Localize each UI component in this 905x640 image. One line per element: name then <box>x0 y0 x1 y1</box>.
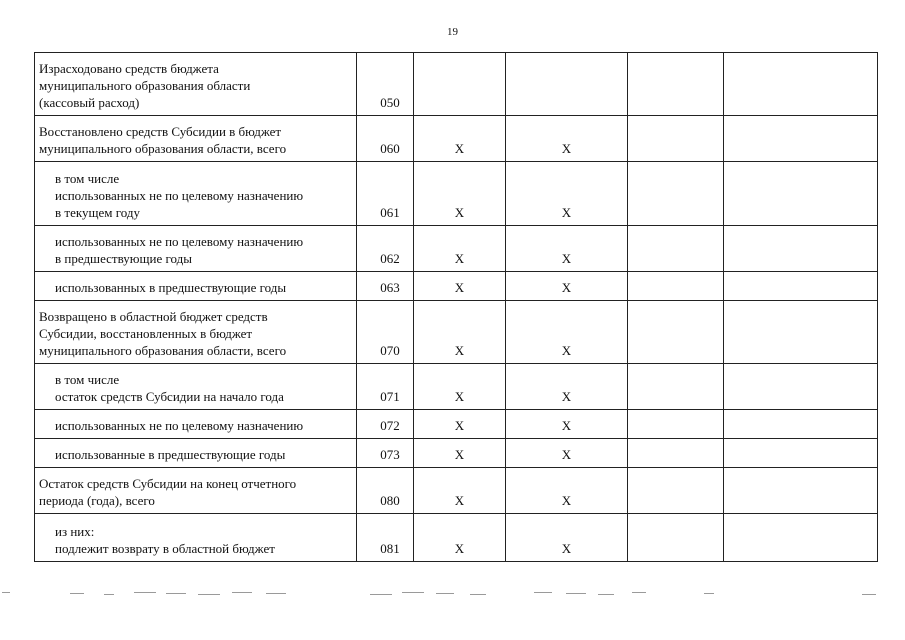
value-cell: X <box>414 162 506 226</box>
row-code: 063 <box>357 272 414 301</box>
row-code: 080 <box>357 468 414 514</box>
row-code: 061 <box>357 162 414 226</box>
value-cell <box>628 162 724 226</box>
scan-dash <box>470 594 486 595</box>
row-code: 071 <box>357 364 414 410</box>
value-cell <box>724 439 878 468</box>
row-label: из них: подлежит возврату в областной бюджет <box>35 514 357 562</box>
value-cell <box>724 410 878 439</box>
table-row <box>35 410 878 439</box>
value-cell <box>628 364 724 410</box>
value-cell: X <box>414 364 506 410</box>
scan-artifact-dashes <box>0 592 905 612</box>
table-row <box>35 116 878 162</box>
value-cell <box>628 514 724 562</box>
scan-dash <box>166 593 186 594</box>
value-cell: X <box>506 364 628 410</box>
value-cell: X <box>506 226 628 272</box>
scan-dash <box>2 592 10 593</box>
table-row <box>35 162 878 226</box>
row-label: в том числе остаток средств Субсидии на начало года <box>35 364 357 410</box>
table-row <box>35 272 878 301</box>
row-label: Возвращено в областной бюджет средств Субсидии, восстановленных в бюджет муниципального образования области, всего <box>35 301 357 364</box>
table-row <box>35 468 878 514</box>
value-cell <box>414 53 506 116</box>
value-cell: X <box>506 514 628 562</box>
value-cell: X <box>506 439 628 468</box>
value-cell <box>628 410 724 439</box>
value-cell: X <box>414 116 506 162</box>
value-cell <box>724 53 878 116</box>
value-cell: X <box>506 468 628 514</box>
scan-dash <box>104 594 114 595</box>
report-table <box>34 52 878 562</box>
row-label: Восстановлено средств Субсидии в бюджет муниципального образования области, всего <box>35 116 357 162</box>
value-cell <box>628 116 724 162</box>
value-cell <box>724 301 878 364</box>
row-code: 050 <box>357 53 414 116</box>
row-code: 060 <box>357 116 414 162</box>
scan-dash <box>266 593 286 594</box>
value-cell <box>628 301 724 364</box>
table-row <box>35 53 878 116</box>
value-cell <box>724 468 878 514</box>
row-label: Израсходовано средств бюджета муниципального образования области (кассовый расход) <box>35 53 357 116</box>
table-row <box>35 301 878 364</box>
scan-dash <box>534 592 552 593</box>
scan-dash <box>704 593 714 594</box>
report-table-body <box>35 53 878 562</box>
scan-dash <box>134 592 156 593</box>
row-code: 072 <box>357 410 414 439</box>
row-label: использованные в предшествующие годы <box>35 439 357 468</box>
value-cell: X <box>506 116 628 162</box>
value-cell: X <box>414 514 506 562</box>
table-row <box>35 364 878 410</box>
value-cell: X <box>414 439 506 468</box>
table-row <box>35 226 878 272</box>
value-cell: X <box>414 468 506 514</box>
scan-dash <box>232 592 252 593</box>
scan-dash <box>598 594 614 595</box>
value-cell: X <box>414 226 506 272</box>
value-cell <box>724 162 878 226</box>
table-row <box>35 514 878 562</box>
value-cell <box>628 53 724 116</box>
value-cell: X <box>506 272 628 301</box>
value-cell: X <box>506 410 628 439</box>
row-label: использованных не по целевому назначению <box>35 410 357 439</box>
value-cell <box>724 364 878 410</box>
page-number: 19 <box>447 26 458 38</box>
scan-dash <box>198 594 220 595</box>
scan-dash <box>402 592 424 593</box>
row-code: 081 <box>357 514 414 562</box>
value-cell <box>724 116 878 162</box>
row-label: использованных не по целевому назначению в предшествующие годы <box>35 226 357 272</box>
row-code: 062 <box>357 226 414 272</box>
value-cell: X <box>506 301 628 364</box>
row-code: 070 <box>357 301 414 364</box>
value-cell <box>628 226 724 272</box>
value-cell <box>724 226 878 272</box>
value-cell <box>506 53 628 116</box>
row-label: использованных в предшествующие годы <box>35 272 357 301</box>
scan-dash <box>70 593 84 594</box>
value-cell: X <box>414 301 506 364</box>
value-cell <box>628 272 724 301</box>
value-cell <box>628 439 724 468</box>
table-row <box>35 439 878 468</box>
scan-dash <box>436 593 454 594</box>
value-cell: X <box>506 162 628 226</box>
value-cell <box>724 514 878 562</box>
row-label: Остаток средств Субсидии на конец отчетного периода (года), всего <box>35 468 357 514</box>
value-cell: X <box>414 410 506 439</box>
scan-dash <box>566 593 586 594</box>
row-label: в том числе использованных не по целевому назначению в текущем году <box>35 162 357 226</box>
value-cell: X <box>414 272 506 301</box>
value-cell <box>628 468 724 514</box>
scan-dash <box>862 594 876 595</box>
row-code: 073 <box>357 439 414 468</box>
value-cell <box>724 272 878 301</box>
scan-dash <box>632 592 646 593</box>
scan-dash <box>370 594 392 595</box>
